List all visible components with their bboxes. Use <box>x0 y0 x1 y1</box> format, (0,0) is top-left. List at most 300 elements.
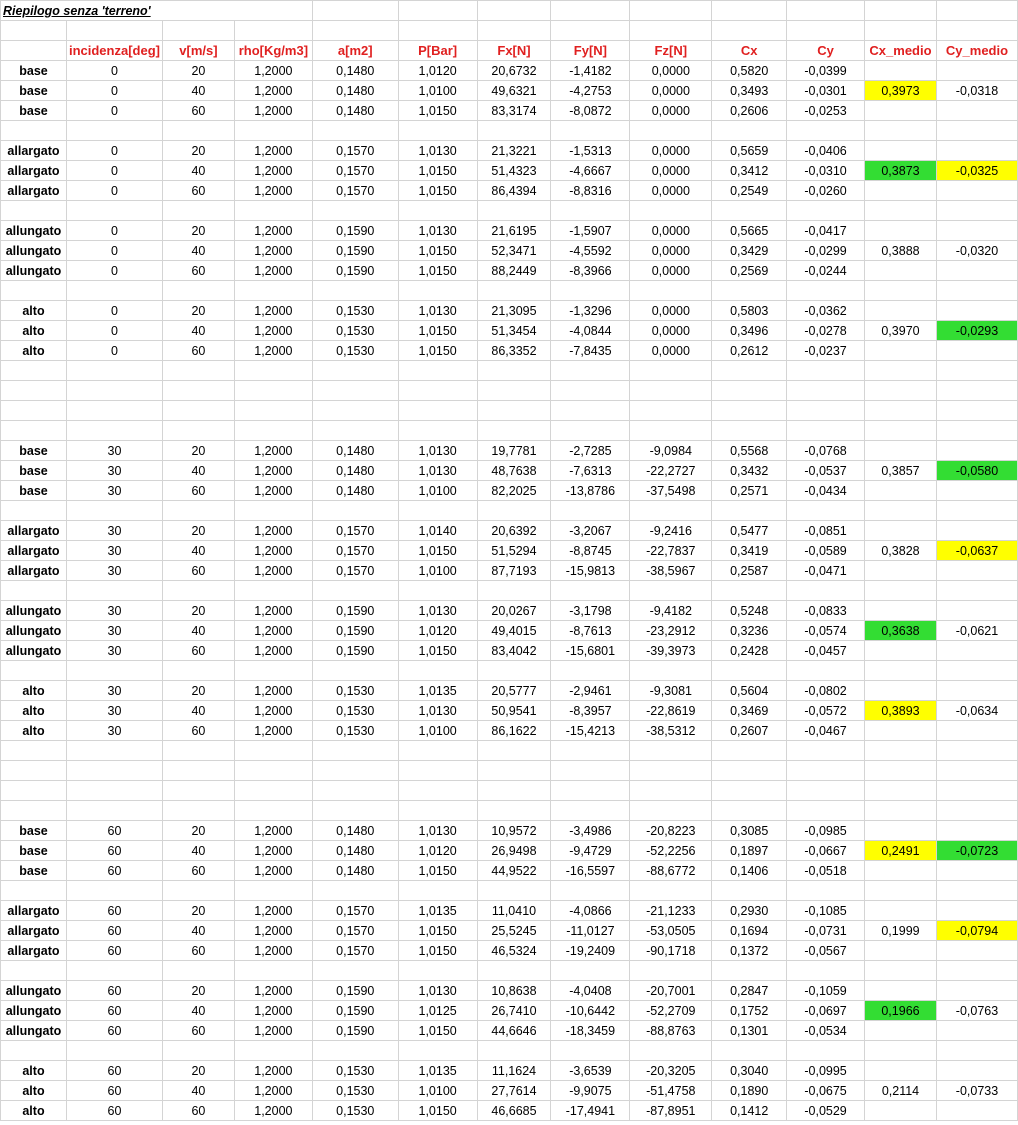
table-cell[interactable]: 0,5604 <box>712 681 787 701</box>
table-cell[interactable] <box>477 661 551 681</box>
row-label-cell[interactable] <box>1 661 67 681</box>
highlighted-cell[interactable]: -0,0637 <box>936 541 1017 561</box>
table-cell[interactable] <box>936 761 1017 781</box>
cell[interactable] <box>551 1 630 21</box>
table-cell[interactable]: -10,6442 <box>551 1001 630 1021</box>
table-cell[interactable] <box>234 121 312 141</box>
table-cell[interactable]: 82,2025 <box>477 481 551 501</box>
row-label-cell[interactable]: allungato <box>1 621 67 641</box>
header-cell[interactable] <box>1 41 67 61</box>
highlighted-cell[interactable]: 0,1966 <box>865 1001 937 1021</box>
table-cell[interactable]: -88,6772 <box>630 861 712 881</box>
table-cell[interactable]: -88,8763 <box>630 1021 712 1041</box>
table-cell[interactable] <box>787 421 865 441</box>
table-cell[interactable] <box>936 61 1017 81</box>
table-cell[interactable] <box>787 381 865 401</box>
table-cell[interactable] <box>712 781 787 801</box>
highlighted-cell[interactable]: 0,3973 <box>865 81 937 101</box>
table-cell[interactable]: 0,5665 <box>712 221 787 241</box>
header-cx-medio[interactable]: Cx_medio <box>865 41 937 61</box>
table-cell[interactable]: -0,0621 <box>936 621 1017 641</box>
table-cell[interactable] <box>66 361 162 381</box>
row-label-cell[interactable]: base <box>1 461 67 481</box>
table-cell[interactable]: -11,0127 <box>551 921 630 941</box>
table-cell[interactable]: 1,2000 <box>234 461 312 481</box>
table-cell[interactable]: 49,6321 <box>477 81 551 101</box>
table-cell[interactable] <box>162 421 234 441</box>
table-cell[interactable]: 60 <box>162 941 234 961</box>
table-cell[interactable]: 20,0267 <box>477 601 551 621</box>
table-cell[interactable] <box>162 781 234 801</box>
table-cell[interactable]: -0,0299 <box>787 241 865 261</box>
table-cell[interactable] <box>936 301 1017 321</box>
table-cell[interactable]: 52,3471 <box>477 241 551 261</box>
table-cell[interactable] <box>712 421 787 441</box>
table-cell[interactable] <box>630 761 712 781</box>
table-cell[interactable] <box>936 281 1017 301</box>
table-cell[interactable]: 1,0150 <box>398 921 477 941</box>
table-cell[interactable]: -1,5313 <box>551 141 630 161</box>
table-cell[interactable] <box>630 781 712 801</box>
cell[interactable] <box>630 21 712 41</box>
table-cell[interactable]: 1,0100 <box>398 81 477 101</box>
row-label-cell[interactable] <box>1 401 67 421</box>
table-cell[interactable]: 60 <box>66 841 162 861</box>
table-cell[interactable] <box>630 661 712 681</box>
table-cell[interactable] <box>551 401 630 421</box>
table-cell[interactable]: -0,0253 <box>787 101 865 121</box>
table-cell[interactable]: 60 <box>162 641 234 661</box>
table-cell[interactable]: 0,1570 <box>312 921 398 941</box>
table-cell[interactable] <box>936 261 1017 281</box>
table-cell[interactable]: 60 <box>66 1101 162 1121</box>
table-cell[interactable] <box>551 801 630 821</box>
row-label-cell[interactable]: alto <box>1 1061 67 1081</box>
table-cell[interactable]: 60 <box>66 1021 162 1041</box>
cell[interactable] <box>712 21 787 41</box>
table-cell[interactable]: 1,0135 <box>398 681 477 701</box>
table-cell[interactable] <box>551 881 630 901</box>
table-cell[interactable] <box>630 401 712 421</box>
table-cell[interactable]: 20 <box>162 441 234 461</box>
table-cell[interactable]: -8,8316 <box>551 181 630 201</box>
row-label-cell[interactable] <box>1 881 67 901</box>
table-cell[interactable] <box>551 781 630 801</box>
table-cell[interactable]: 86,3352 <box>477 341 551 361</box>
table-cell[interactable] <box>865 341 937 361</box>
table-cell[interactable] <box>936 681 1017 701</box>
table-cell[interactable] <box>787 801 865 821</box>
table-cell[interactable]: 0,1530 <box>312 1061 398 1081</box>
header-velocity[interactable]: v[m/s] <box>162 41 234 61</box>
table-cell[interactable]: 30 <box>66 441 162 461</box>
table-cell[interactable]: 40 <box>162 241 234 261</box>
table-cell[interactable]: 40 <box>162 701 234 721</box>
table-cell[interactable] <box>234 281 312 301</box>
table-cell[interactable]: 1,2000 <box>234 561 312 581</box>
row-label-cell[interactable]: allungato <box>1 641 67 661</box>
table-cell[interactable] <box>865 601 937 621</box>
table-cell[interactable] <box>787 401 865 421</box>
table-cell[interactable]: -4,0866 <box>551 901 630 921</box>
table-cell[interactable] <box>551 281 630 301</box>
table-cell[interactable]: 0,1897 <box>712 841 787 861</box>
table-cell[interactable] <box>630 881 712 901</box>
row-label-cell[interactable] <box>1 281 67 301</box>
cell[interactable] <box>787 1 865 21</box>
table-cell[interactable] <box>234 801 312 821</box>
table-cell[interactable]: -90,1718 <box>630 941 712 961</box>
table-cell[interactable]: -0,0574 <box>787 621 865 641</box>
table-cell[interactable] <box>712 761 787 781</box>
table-cell[interactable]: -0,0731 <box>787 921 865 941</box>
table-cell[interactable] <box>162 281 234 301</box>
table-cell[interactable] <box>936 661 1017 681</box>
table-cell[interactable] <box>312 741 398 761</box>
table-cell[interactable] <box>865 121 937 141</box>
table-cell[interactable] <box>234 961 312 981</box>
table-cell[interactable]: 30 <box>66 701 162 721</box>
table-cell[interactable]: -0,0572 <box>787 701 865 721</box>
row-label-cell[interactable] <box>1 961 67 981</box>
table-cell[interactable]: 40 <box>162 841 234 861</box>
table-cell[interactable]: 0 <box>66 81 162 101</box>
table-cell[interactable]: 51,5294 <box>477 541 551 561</box>
table-cell[interactable]: -8,8745 <box>551 541 630 561</box>
table-cell[interactable]: 1,0100 <box>398 481 477 501</box>
table-cell[interactable]: 1,0130 <box>398 441 477 461</box>
table-cell[interactable] <box>398 501 477 521</box>
table-cell[interactable] <box>630 201 712 221</box>
table-cell[interactable]: 1,0150 <box>398 101 477 121</box>
table-cell[interactable]: 0 <box>66 321 162 341</box>
table-cell[interactable]: -37,5498 <box>630 481 712 501</box>
table-cell[interactable]: 30 <box>66 541 162 561</box>
table-cell[interactable]: 0,1412 <box>712 1101 787 1121</box>
table-cell[interactable]: -0,0310 <box>787 161 865 181</box>
table-cell[interactable] <box>936 861 1017 881</box>
table-cell[interactable]: 0,1406 <box>712 861 787 881</box>
table-cell[interactable]: -8,3966 <box>551 261 630 281</box>
header-area[interactable]: a[m2] <box>312 41 398 61</box>
table-cell[interactable] <box>865 901 937 921</box>
table-cell[interactable]: 1,0130 <box>398 981 477 1001</box>
table-cell[interactable] <box>312 381 398 401</box>
table-cell[interactable] <box>936 941 1017 961</box>
table-cell[interactable]: 1,0130 <box>398 221 477 241</box>
table-cell[interactable] <box>630 1041 712 1061</box>
table-cell[interactable]: 0,0000 <box>630 61 712 81</box>
table-cell[interactable]: 0,2571 <box>712 481 787 501</box>
table-cell[interactable] <box>865 641 937 661</box>
row-label-cell[interactable]: allargato <box>1 521 67 541</box>
cell[interactable] <box>630 1 712 21</box>
table-cell[interactable] <box>865 801 937 821</box>
table-cell[interactable] <box>936 441 1017 461</box>
table-cell[interactable] <box>936 581 1017 601</box>
table-cell[interactable]: -0,0851 <box>787 521 865 541</box>
table-cell[interactable] <box>234 201 312 221</box>
table-cell[interactable]: 1,0125 <box>398 1001 477 1021</box>
row-label-cell[interactable]: allungato <box>1 601 67 621</box>
table-cell[interactable] <box>234 501 312 521</box>
table-cell[interactable]: 60 <box>162 1021 234 1041</box>
table-cell[interactable]: 0 <box>66 141 162 161</box>
header-fy[interactable]: Fy[N] <box>551 41 630 61</box>
table-cell[interactable]: -1,3296 <box>551 301 630 321</box>
table-cell[interactable] <box>66 381 162 401</box>
highlighted-cell[interactable]: 0,3873 <box>865 161 937 181</box>
table-cell[interactable] <box>865 441 937 461</box>
header-fx[interactable]: Fx[N] <box>477 41 551 61</box>
table-cell[interactable]: 1,0100 <box>398 721 477 741</box>
table-cell[interactable]: 0,1480 <box>312 461 398 481</box>
table-cell[interactable] <box>787 281 865 301</box>
table-cell[interactable]: 40 <box>162 621 234 641</box>
table-cell[interactable]: 0,1999 <box>865 921 937 941</box>
table-cell[interactable]: 20 <box>162 681 234 701</box>
table-cell[interactable]: 1,2000 <box>234 61 312 81</box>
header-fz[interactable]: Fz[N] <box>630 41 712 61</box>
table-cell[interactable]: 1,2000 <box>234 441 312 461</box>
table-cell[interactable]: 60 <box>162 481 234 501</box>
table-cell[interactable] <box>162 1041 234 1061</box>
table-cell[interactable]: -13,8786 <box>551 481 630 501</box>
table-cell[interactable]: -19,2409 <box>551 941 630 961</box>
table-cell[interactable]: 1,0150 <box>398 641 477 661</box>
table-cell[interactable]: 0,2607 <box>712 721 787 741</box>
table-cell[interactable]: 1,2000 <box>234 681 312 701</box>
table-cell[interactable]: -0,0278 <box>787 321 865 341</box>
table-cell[interactable]: -0,1085 <box>787 901 865 921</box>
table-cell[interactable] <box>312 121 398 141</box>
table-cell[interactable] <box>787 961 865 981</box>
table-cell[interactable]: 60 <box>162 181 234 201</box>
table-cell[interactable]: -3,1798 <box>551 601 630 621</box>
table-cell[interactable] <box>712 381 787 401</box>
table-cell[interactable] <box>936 341 1017 361</box>
table-cell[interactable]: 60 <box>66 901 162 921</box>
row-label-cell[interactable] <box>1 501 67 521</box>
table-cell[interactable] <box>398 361 477 381</box>
table-cell[interactable]: -0,0697 <box>787 1001 865 1021</box>
table-cell[interactable] <box>787 581 865 601</box>
table-cell[interactable]: 83,4042 <box>477 641 551 661</box>
table-cell[interactable]: 1,0150 <box>398 341 477 361</box>
table-cell[interactable] <box>312 581 398 601</box>
table-cell[interactable]: -21,1233 <box>630 901 712 921</box>
table-cell[interactable]: 1,2000 <box>234 721 312 741</box>
table-cell[interactable]: 1,2000 <box>234 981 312 1001</box>
table-cell[interactable] <box>787 501 865 521</box>
header-incidenza[interactable]: incidenza[deg] <box>66 41 162 61</box>
table-cell[interactable]: 1,2000 <box>234 1021 312 1041</box>
cell[interactable] <box>312 21 398 41</box>
table-cell[interactable] <box>66 1041 162 1061</box>
table-cell[interactable]: 0,2569 <box>712 261 787 281</box>
table-cell[interactable] <box>936 221 1017 241</box>
table-cell[interactable]: 0,0000 <box>630 81 712 101</box>
table-cell[interactable]: 0,1480 <box>312 481 398 501</box>
table-cell[interactable]: 1,2000 <box>234 241 312 261</box>
table-cell[interactable]: -0,0985 <box>787 821 865 841</box>
table-cell[interactable]: -0,0237 <box>787 341 865 361</box>
table-cell[interactable]: 0 <box>66 101 162 121</box>
table-cell[interactable]: 1,0130 <box>398 141 477 161</box>
table-cell[interactable] <box>936 1021 1017 1041</box>
table-cell[interactable]: 86,4394 <box>477 181 551 201</box>
row-label-cell[interactable]: allargato <box>1 561 67 581</box>
table-cell[interactable]: 51,4323 <box>477 161 551 181</box>
table-cell[interactable]: 83,3174 <box>477 101 551 121</box>
table-cell[interactable]: -20,7001 <box>630 981 712 1001</box>
table-cell[interactable]: 1,0150 <box>398 541 477 561</box>
table-cell[interactable]: 1,0150 <box>398 1021 477 1041</box>
table-cell[interactable] <box>162 501 234 521</box>
table-cell[interactable]: 0,3429 <box>712 241 787 261</box>
table-cell[interactable] <box>630 361 712 381</box>
table-cell[interactable]: 0 <box>66 241 162 261</box>
table-cell[interactable]: 60 <box>162 341 234 361</box>
table-cell[interactable]: 0,3493 <box>712 81 787 101</box>
table-cell[interactable] <box>712 501 787 521</box>
table-cell[interactable]: 0,1590 <box>312 1021 398 1041</box>
table-cell[interactable] <box>551 961 630 981</box>
table-cell[interactable]: 1,2000 <box>234 321 312 341</box>
table-cell[interactable] <box>865 761 937 781</box>
table-cell[interactable]: 0,2606 <box>712 101 787 121</box>
cell[interactable] <box>477 1 551 21</box>
table-cell[interactable] <box>398 1041 477 1061</box>
table-cell[interactable] <box>398 801 477 821</box>
table-cell[interactable]: -15,6801 <box>551 641 630 661</box>
table-cell[interactable] <box>162 401 234 421</box>
table-cell[interactable]: 20 <box>162 1061 234 1081</box>
table-cell[interactable]: -0,0763 <box>936 1001 1017 1021</box>
table-cell[interactable] <box>312 501 398 521</box>
row-label-cell[interactable]: allargato <box>1 921 67 941</box>
table-cell[interactable]: -20,3205 <box>630 1061 712 1081</box>
table-cell[interactable]: 60 <box>66 1061 162 1081</box>
table-cell[interactable] <box>787 741 865 761</box>
row-label-cell[interactable]: alto <box>1 1101 67 1121</box>
table-cell[interactable] <box>630 421 712 441</box>
table-cell[interactable] <box>477 961 551 981</box>
table-cell[interactable]: 20 <box>162 601 234 621</box>
table-cell[interactable]: -52,2256 <box>630 841 712 861</box>
cell[interactable] <box>787 21 865 41</box>
table-cell[interactable] <box>787 361 865 381</box>
table-cell[interactable]: 40 <box>162 321 234 341</box>
table-cell[interactable]: 0,1530 <box>312 1081 398 1101</box>
table-cell[interactable] <box>66 881 162 901</box>
table-cell[interactable] <box>312 781 398 801</box>
table-cell[interactable]: -51,4758 <box>630 1081 712 1101</box>
cell[interactable] <box>865 1 937 21</box>
highlighted-cell[interactable]: -0,0723 <box>936 841 1017 861</box>
highlighted-cell[interactable]: -0,0293 <box>936 321 1017 341</box>
table-cell[interactable]: -3,4986 <box>551 821 630 841</box>
table-cell[interactable]: -9,9075 <box>551 1081 630 1101</box>
table-cell[interactable] <box>865 561 937 581</box>
table-cell[interactable] <box>234 581 312 601</box>
table-cell[interactable]: 0,2612 <box>712 341 787 361</box>
table-cell[interactable] <box>66 501 162 521</box>
table-cell[interactable]: 0,1590 <box>312 261 398 281</box>
table-cell[interactable]: 20 <box>162 141 234 161</box>
table-cell[interactable] <box>162 121 234 141</box>
table-cell[interactable]: 10,8638 <box>477 981 551 1001</box>
table-cell[interactable]: 0,3888 <box>865 241 937 261</box>
table-cell[interactable]: -17,4941 <box>551 1101 630 1121</box>
row-label-cell[interactable]: alto <box>1 341 67 361</box>
table-cell[interactable]: 20,6392 <box>477 521 551 541</box>
table-cell[interactable] <box>712 361 787 381</box>
table-cell[interactable]: -0,0399 <box>787 61 865 81</box>
table-cell[interactable]: 20,6732 <box>477 61 551 81</box>
table-cell[interactable]: -2,9461 <box>551 681 630 701</box>
table-cell[interactable] <box>936 601 1017 621</box>
table-cell[interactable]: 60 <box>66 1001 162 1021</box>
table-cell[interactable] <box>865 681 937 701</box>
table-cell[interactable] <box>936 101 1017 121</box>
table-cell[interactable]: 40 <box>162 541 234 561</box>
table-cell[interactable]: 1,0120 <box>398 621 477 641</box>
table-cell[interactable] <box>936 981 1017 1001</box>
table-cell[interactable] <box>787 201 865 221</box>
table-cell[interactable] <box>936 641 1017 661</box>
table-cell[interactable]: 0,1480 <box>312 441 398 461</box>
table-cell[interactable]: 0,0000 <box>630 261 712 281</box>
table-cell[interactable]: 60 <box>66 921 162 941</box>
table-cell[interactable]: 0,1530 <box>312 701 398 721</box>
table-cell[interactable]: -23,2912 <box>630 621 712 641</box>
table-cell[interactable]: 86,1622 <box>477 721 551 741</box>
table-cell[interactable]: 1,2000 <box>234 141 312 161</box>
table-cell[interactable] <box>936 901 1017 921</box>
table-cell[interactable]: 1,2000 <box>234 1101 312 1121</box>
table-cell[interactable] <box>936 361 1017 381</box>
table-cell[interactable]: 60 <box>162 721 234 741</box>
table-cell[interactable]: 0,5659 <box>712 141 787 161</box>
cell[interactable] <box>1 21 67 41</box>
table-cell[interactable] <box>162 741 234 761</box>
table-cell[interactable]: 60 <box>66 981 162 1001</box>
table-cell[interactable]: -0,0362 <box>787 301 865 321</box>
table-cell[interactable]: 0,5477 <box>712 521 787 541</box>
table-cell[interactable]: 1,0140 <box>398 521 477 541</box>
table-cell[interactable] <box>477 801 551 821</box>
table-cell[interactable] <box>398 661 477 681</box>
table-cell[interactable]: 0,0000 <box>630 301 712 321</box>
table-cell[interactable]: 1,0120 <box>398 841 477 861</box>
table-cell[interactable]: 0,1590 <box>312 621 398 641</box>
table-cell[interactable] <box>865 521 937 541</box>
table-cell[interactable] <box>398 281 477 301</box>
cell[interactable] <box>398 21 477 41</box>
table-cell[interactable] <box>936 961 1017 981</box>
table-cell[interactable]: 1,0135 <box>398 901 477 921</box>
row-label-cell[interactable] <box>1 801 67 821</box>
table-cell[interactable]: 1,2000 <box>234 221 312 241</box>
table-cell[interactable]: 1,0150 <box>398 241 477 261</box>
table-cell[interactable]: 1,2000 <box>234 861 312 881</box>
cell[interactable] <box>551 21 630 41</box>
table-cell[interactable] <box>936 1061 1017 1081</box>
table-cell[interactable]: 1,0150 <box>398 861 477 881</box>
table-cell[interactable]: 0,3236 <box>712 621 787 641</box>
table-cell[interactable]: 50,9541 <box>477 701 551 721</box>
